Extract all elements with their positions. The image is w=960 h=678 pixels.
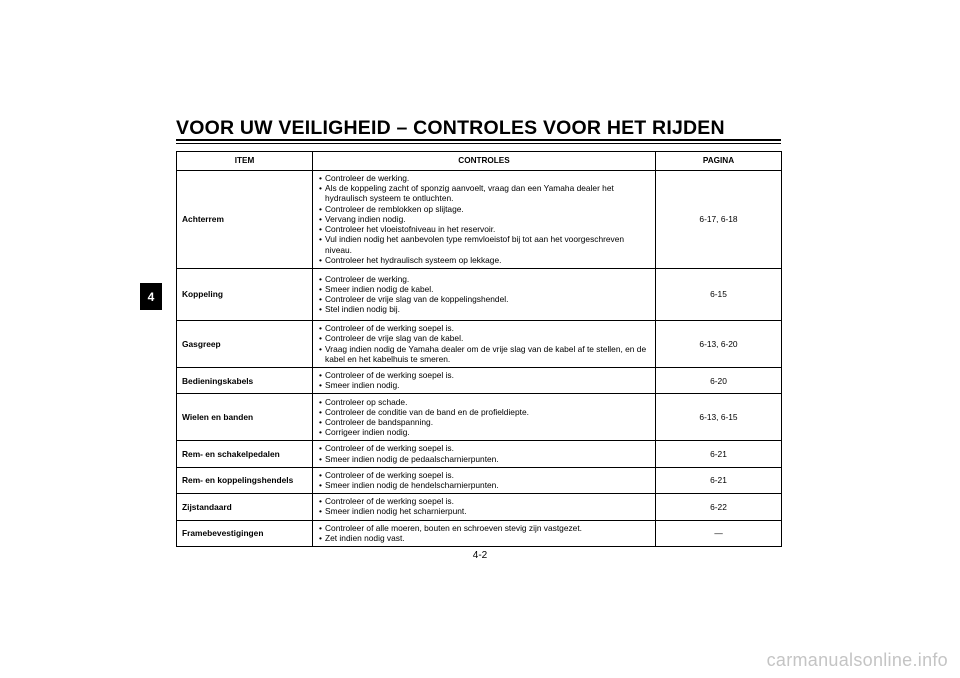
check-list — [317, 274, 651, 315]
check-item: • Controleer de vrije slag van de kabel. — [317, 333, 651, 343]
table-row — [177, 171, 782, 269]
page-reference-cell: — — [656, 520, 782, 546]
check-item: • Controleer of de werking soepel is. — [317, 370, 651, 380]
check-item: • Smeer indien nodig de hendelscharnierpunten. — [317, 480, 651, 490]
item-cell: Wielen en banden — [177, 394, 313, 441]
check-item: • Controleer de werking. — [317, 274, 651, 284]
check-item: • Smeer indien nodig de pedaalscharnierpunten. — [317, 454, 651, 464]
check-item: • Controleer of alle moeren, bouten en schroeven stevig zijn vastgezet. — [317, 523, 651, 533]
page-reference-cell: 6-21 — [656, 467, 782, 493]
check-item: • Als de koppeling zacht of sponzig aanvoelt, vraag dan een Yamaha dealer het hydraulisch systeem te ontluchten. — [317, 183, 651, 203]
item-cell: Rem- en koppelingshendels — [177, 467, 313, 493]
header-item: ITEM — [177, 152, 313, 171]
checks-cell — [313, 171, 656, 269]
checks-cell — [313, 368, 656, 394]
check-list — [317, 323, 651, 364]
item-cell: Koppeling — [177, 269, 313, 321]
check-item: • Controleer de vrije slag van de koppelingshendel. — [317, 294, 651, 304]
title-rule — [176, 139, 781, 144]
table-header-row — [177, 152, 782, 171]
check-item: • Controleer de conditie van de band en de profieldiepte. — [317, 407, 651, 417]
check-list — [317, 370, 651, 390]
table-row — [177, 394, 782, 441]
check-item: • Vul indien nodig het aanbevolen type remvloeistof bij tot aan het voorgeschreven niveau. — [317, 234, 651, 254]
page-reference-cell: 6-13, 6-15 — [656, 394, 782, 441]
check-list — [317, 397, 651, 438]
item-cell: Zijstandaard — [177, 494, 313, 520]
check-item: • Controleer of de werking soepel is. — [317, 323, 651, 333]
item-cell: Framebevestigingen — [177, 520, 313, 546]
check-item: • Vervang indien nodig. — [317, 214, 651, 224]
item-cell: Bedieningskabels — [177, 368, 313, 394]
page-reference-cell: 6-15 — [656, 269, 782, 321]
checks-cell — [313, 269, 656, 321]
table-row — [177, 441, 782, 467]
check-item: • Zet indien nodig vast. — [317, 533, 651, 543]
check-item: • Controleer of de werking soepel is. — [317, 443, 651, 453]
table-row — [177, 467, 782, 493]
page-reference-cell: 6-22 — [656, 494, 782, 520]
table-row — [177, 321, 782, 368]
header-page: PAGINA — [656, 152, 782, 171]
table-row — [177, 368, 782, 394]
check-item: • Smeer indien nodig. — [317, 380, 651, 390]
watermark: carmanualsonline.info — [766, 650, 948, 670]
check-item: • Controleer op schade. — [317, 397, 651, 407]
check-item: • Controleer het hydraulisch systeem op lekkage. — [317, 255, 651, 265]
check-list — [317, 523, 651, 543]
check-item: • Vraag indien nodig de Yamaha dealer om de vrije slag van de kabel af te stellen, en de kabel en het kabelhuis te smeren. — [317, 344, 651, 364]
check-item: • Smeer indien nodig het scharnierpunt. — [317, 506, 651, 516]
page-reference-cell: 6-20 — [656, 368, 782, 394]
table-row — [177, 269, 782, 321]
check-item: • Smeer indien nodig de kabel. — [317, 284, 651, 294]
checks-cell — [313, 494, 656, 520]
item-cell: Gasgreep — [177, 321, 313, 368]
check-item: • Controleer het vloeistofniveau in het reservoir. — [317, 224, 651, 234]
page-title: VOOR UW VEILIGHEID – CONTROLES VOOR HET RIJDEN — [176, 117, 725, 139]
check-item: • Controleer of de werking soepel is. — [317, 496, 651, 506]
header-checks: CONTROLES — [313, 152, 656, 171]
page-reference-cell: 6-21 — [656, 441, 782, 467]
pre-ride-checks-table — [176, 151, 782, 547]
check-list — [317, 470, 651, 490]
chapter-tab: 4 — [140, 283, 162, 310]
check-item: • Controleer de werking. — [317, 173, 651, 183]
item-cell: Rem- en schakelpedalen — [177, 441, 313, 467]
checks-cell — [313, 321, 656, 368]
check-list — [317, 443, 651, 463]
check-item: • Controleer of de werking soepel is. — [317, 470, 651, 480]
check-item: • Corrigeer indien nodig. — [317, 427, 651, 437]
table-row — [177, 494, 782, 520]
check-list — [317, 173, 651, 265]
page-reference-cell: 6-17, 6-18 — [656, 171, 782, 269]
check-item: • Controleer de remblokken op slijtage. — [317, 204, 651, 214]
page-reference-cell: 6-13, 6-20 — [656, 321, 782, 368]
checks-cell — [313, 441, 656, 467]
checks-cell — [313, 467, 656, 493]
checks-cell — [313, 394, 656, 441]
check-item: • Stel indien nodig bij. — [317, 304, 651, 314]
checks-cell — [313, 520, 656, 546]
item-cell: Achterrem — [177, 171, 313, 269]
check-list — [317, 496, 651, 516]
table-body — [177, 171, 782, 547]
table-row — [177, 520, 782, 546]
check-item: • Controleer de bandspanning. — [317, 417, 651, 427]
page-number: 4-2 — [472, 550, 488, 561]
